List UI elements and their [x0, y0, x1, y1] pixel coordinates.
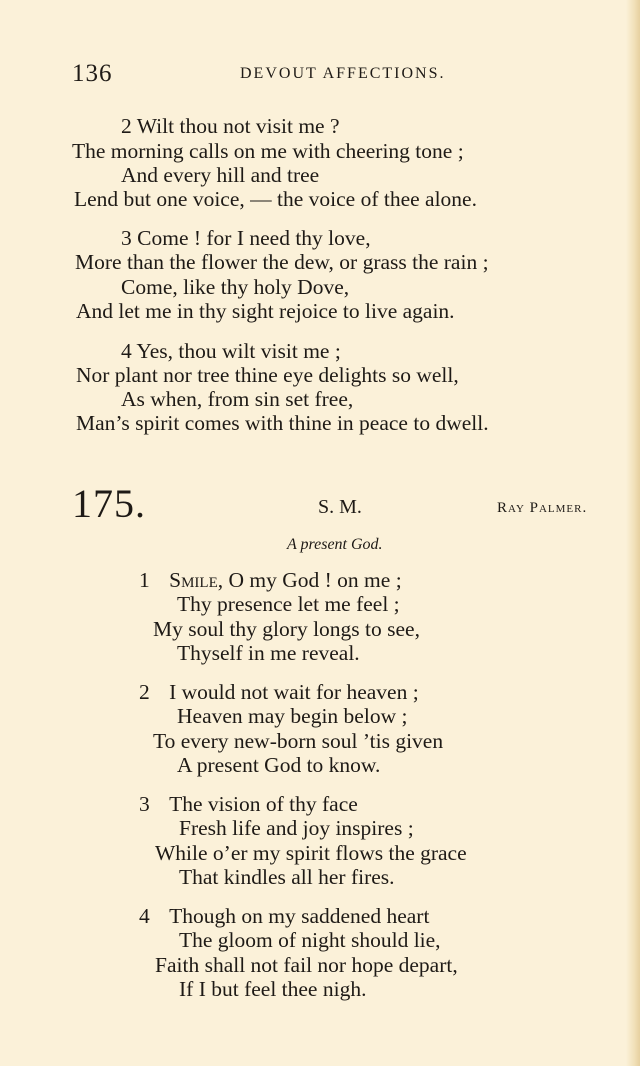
stanza-line: That kindles all her fires.	[179, 865, 395, 889]
running-head: DEVOUT AFFECTIONS.	[240, 65, 446, 82]
first-word-small-caps: Smile,	[169, 568, 224, 592]
stanza-line: The gloom of night should lie,	[179, 928, 441, 952]
stanza-line: My soul thy glory longs to see,	[153, 617, 420, 641]
stanza-line: More than the flower the dew, or grass the rain ;	[75, 250, 489, 274]
hymn-number: 175.	[72, 481, 146, 526]
stanza-line: Nor plant nor tree thine eye delights so well,	[76, 363, 459, 387]
stanza-line: While o’er my spirit flows the grace	[155, 841, 467, 865]
stanza-line: Heaven may begin below ;	[177, 704, 408, 728]
stanza-line	[139, 792, 358, 816]
hymn-meter: S. M.	[318, 496, 362, 518]
stanza-line	[121, 226, 371, 250]
stanza-line: Lend but one voice, — the voice of thee alone.	[74, 187, 477, 211]
stanza-line: And every hill and tree	[121, 163, 320, 187]
stanza-line	[121, 339, 341, 363]
stanza-line: Thy presence let me feel ;	[177, 592, 400, 616]
stanza-number: 1	[139, 568, 150, 592]
line-text: O my God ! on me ;	[223, 568, 402, 592]
stanza-number: 2	[121, 114, 132, 138]
stanza-line: Thyself in me reveal.	[177, 641, 360, 665]
stanza-line: And let me in thy sight rejoice to live again.	[76, 299, 455, 323]
stanza-line	[121, 114, 340, 138]
line-text: The vision of thy face	[169, 792, 358, 816]
stanza-line: The morning calls on me with cheering tone ;	[72, 139, 464, 163]
stanza-line	[139, 680, 419, 704]
stanza-number: 2	[139, 680, 150, 704]
stanza-number: 4	[121, 339, 132, 363]
stanza-line: As when, from sin set free,	[121, 387, 354, 411]
page-header	[0, 60, 640, 90]
stanza-line	[139, 568, 402, 592]
line-text: Though on my saddened heart	[169, 904, 430, 928]
stanza-line: Fresh life and joy inspires ;	[179, 816, 414, 840]
stanza-line	[139, 904, 429, 928]
line-text: I would not wait for heaven ;	[169, 680, 419, 704]
stanza-number: 4	[139, 904, 150, 928]
stanza-line: If I but feel thee nigh.	[179, 977, 367, 1001]
stanza-line: Faith shall not fail nor hope depart,	[155, 953, 458, 977]
page-number: 136	[72, 60, 113, 87]
stanza-number: 3	[121, 226, 132, 250]
line-text: Come ! for I need thy love,	[137, 226, 371, 250]
page-edge-shadow	[626, 0, 640, 1066]
stanza-line: Come, like thy holy Dove,	[121, 275, 350, 299]
hymn-subtitle: A present God.	[287, 536, 383, 553]
stanza-number: 3	[139, 792, 150, 816]
line-text: Wilt thou not visit me ?	[136, 114, 340, 138]
stanza-line: Man’s spirit comes with thine in peace to dwell.	[76, 411, 489, 435]
line-text: Yes, thou wilt visit me ;	[136, 339, 341, 363]
hymn-author: Ray Palmer.	[497, 500, 588, 516]
stanza-line: A present God to know.	[177, 753, 381, 777]
stanza-line: To every new-born soul ’tis given	[153, 729, 444, 753]
